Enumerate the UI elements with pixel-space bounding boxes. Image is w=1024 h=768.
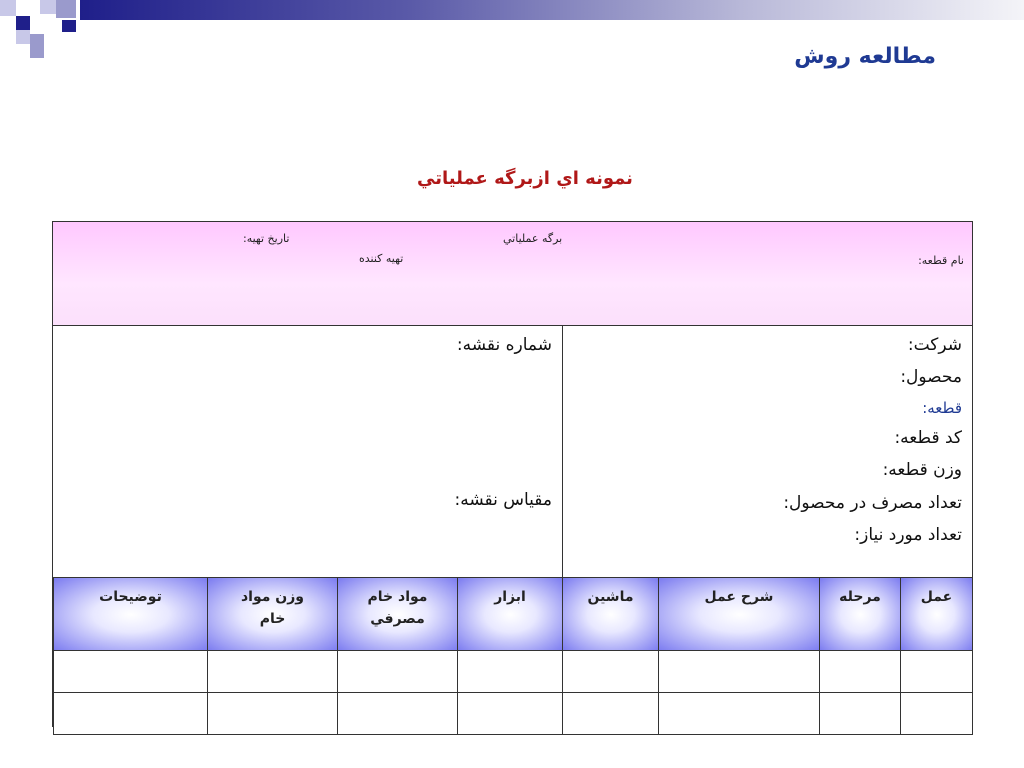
table-cell[interactable]	[458, 651, 563, 693]
table-cell[interactable]	[338, 693, 458, 735]
decor-square-mid	[30, 46, 44, 58]
col-machine: ماشين	[563, 578, 659, 651]
col-raw-material	[338, 578, 458, 651]
table-cell[interactable]	[820, 693, 901, 735]
table-cell[interactable]	[458, 693, 563, 735]
col-operation: عمل	[901, 578, 973, 651]
product-label: محصول:	[900, 367, 962, 387]
decor-square-light	[16, 30, 30, 44]
table-header-row	[54, 578, 973, 651]
table-cell[interactable]	[54, 651, 208, 693]
drawing-scale-label: مقياس نقشه:	[454, 490, 552, 510]
operations-table	[53, 577, 973, 735]
table-cell[interactable]	[54, 693, 208, 735]
table-row	[54, 651, 973, 693]
col-description: شرح عمل	[659, 578, 820, 651]
table-cell[interactable]	[901, 651, 973, 693]
slide-title: مطالعه روش	[794, 44, 936, 69]
col-stage: مرحله	[820, 578, 901, 651]
col-tool: ابزار	[458, 578, 563, 651]
part-label: قطعه:	[922, 399, 962, 417]
decor-square-light	[0, 0, 16, 16]
drawing-number-label: شماره نقشه:	[456, 335, 552, 355]
part-weight-label: وزن قطعه:	[882, 460, 962, 480]
slide-subtitle: نمونه اي ازبرگه عملياتي	[417, 168, 633, 189]
table-cell[interactable]	[338, 651, 458, 693]
col-raw-weight	[208, 578, 338, 651]
preparer-label: تهيه كننده	[359, 252, 404, 265]
decor-square-light	[40, 0, 56, 14]
decor-square-mid	[30, 34, 44, 46]
sheet-header	[53, 222, 972, 326]
required-count-label: تعداد مورد نياز:	[854, 525, 962, 545]
decor-gradient-bar	[80, 0, 1024, 20]
table-cell[interactable]	[208, 651, 338, 693]
col-notes: توضيحات	[54, 578, 208, 651]
col-raw-material-label: مواد خام مصرفي	[367, 589, 428, 627]
part-name-label: نام قطعه:	[918, 254, 964, 267]
decor-square-dark	[62, 20, 76, 32]
company-label: شركت:	[907, 335, 962, 355]
table-row	[54, 693, 973, 735]
table-cell[interactable]	[208, 693, 338, 735]
date-label: تاريخ تهيه:	[243, 232, 290, 245]
part-code-label: كد قطعه:	[894, 428, 962, 448]
table-cell[interactable]	[659, 693, 820, 735]
decor-square-dark	[16, 16, 30, 30]
drawing-info	[53, 325, 563, 577]
table-cell[interactable]	[820, 651, 901, 693]
table-cell[interactable]	[563, 693, 659, 735]
table-cell[interactable]	[563, 651, 659, 693]
col-raw-weight-label: وزن مواد خام	[240, 589, 304, 627]
table-cell[interactable]	[901, 693, 973, 735]
usage-count-label: تعداد مصرف در محصول:	[783, 493, 962, 513]
operation-sheet	[52, 221, 973, 727]
part-info	[563, 325, 972, 577]
table-cell[interactable]	[659, 651, 820, 693]
decor-square-mid	[56, 0, 76, 18]
sheet-label: برگه عملياتي	[503, 232, 563, 245]
